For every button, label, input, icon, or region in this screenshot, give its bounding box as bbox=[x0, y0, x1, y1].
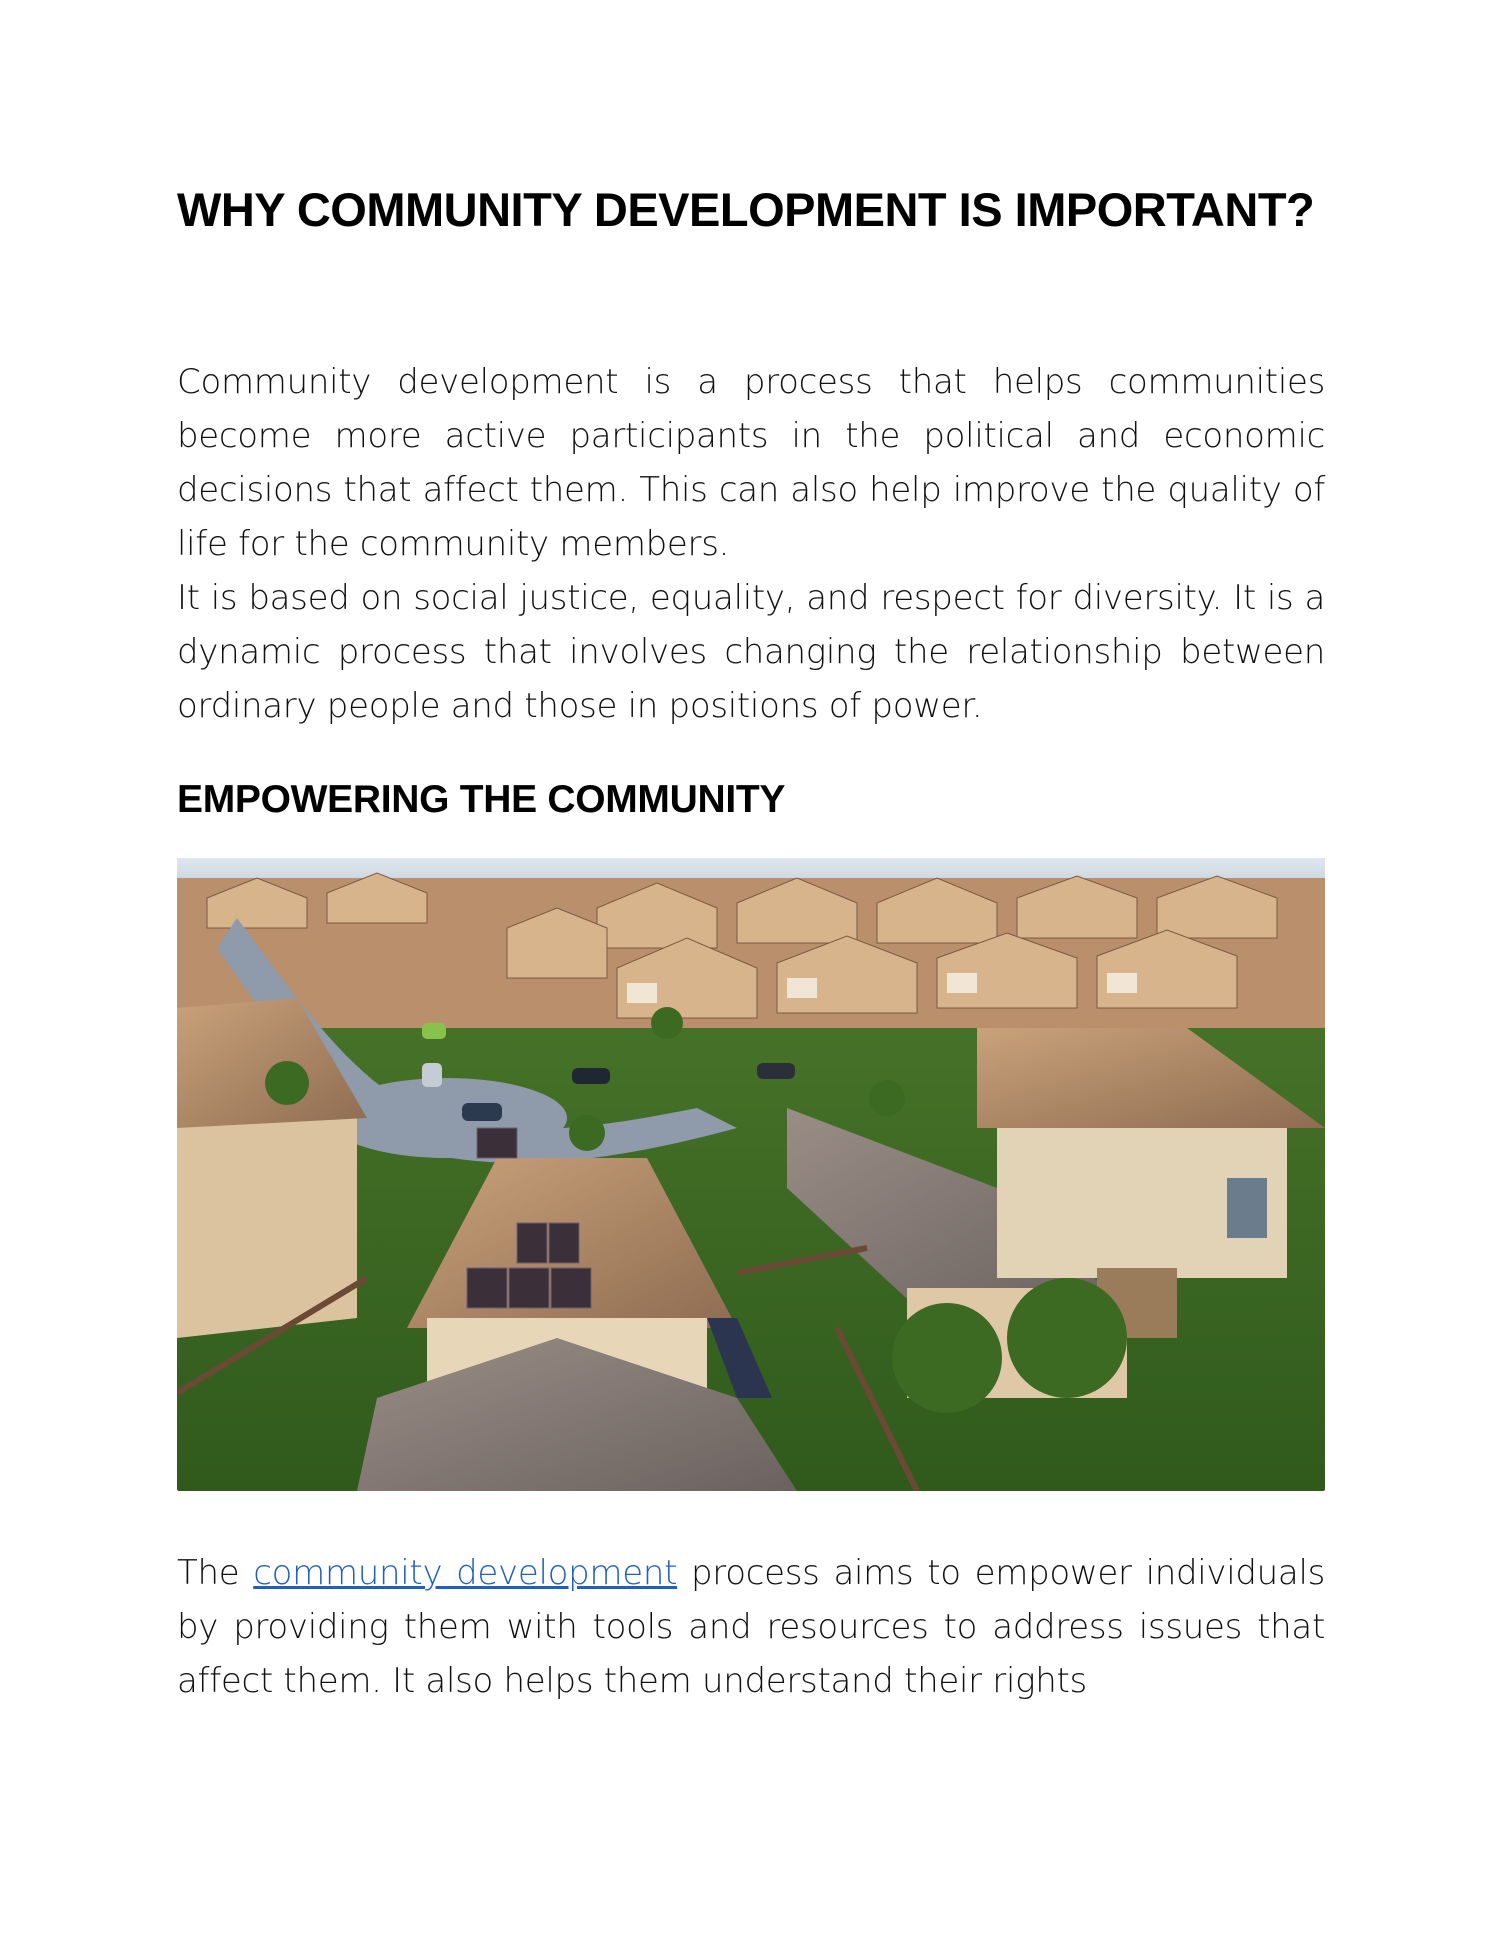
empowerment-paragraph: The community development process aims to empower individuals by providing them with tools and resources to address issues that affect them. It also helps them understand their rights bbox=[177, 1553, 1326, 1701]
second-paragraph: It is based on social justice, equality, and respect for diversity. It is a dynamic process that involves changing the relationship between ordinary people and those in positions of power. bbox=[177, 578, 1325, 726]
background-houses bbox=[177, 873, 1325, 1028]
suburban-neighborhood-aerial-photo bbox=[177, 858, 1325, 1491]
page-title: WHY COMMUNITY DEVELOPMENT IS IMPORTANT? bbox=[177, 183, 1315, 236]
intro-paragraph: Community development is a process that helps communities become more active participants in the political and economic decisions that affect them. This can also help improve the quality of life for the community members. bbox=[177, 362, 1325, 564]
section-heading: EMPOWERING THE COMMUNITY bbox=[177, 778, 786, 821]
document-page bbox=[177, 180, 1325, 1708]
community-development-link[interactable]: community development bbox=[253, 1553, 678, 1593]
